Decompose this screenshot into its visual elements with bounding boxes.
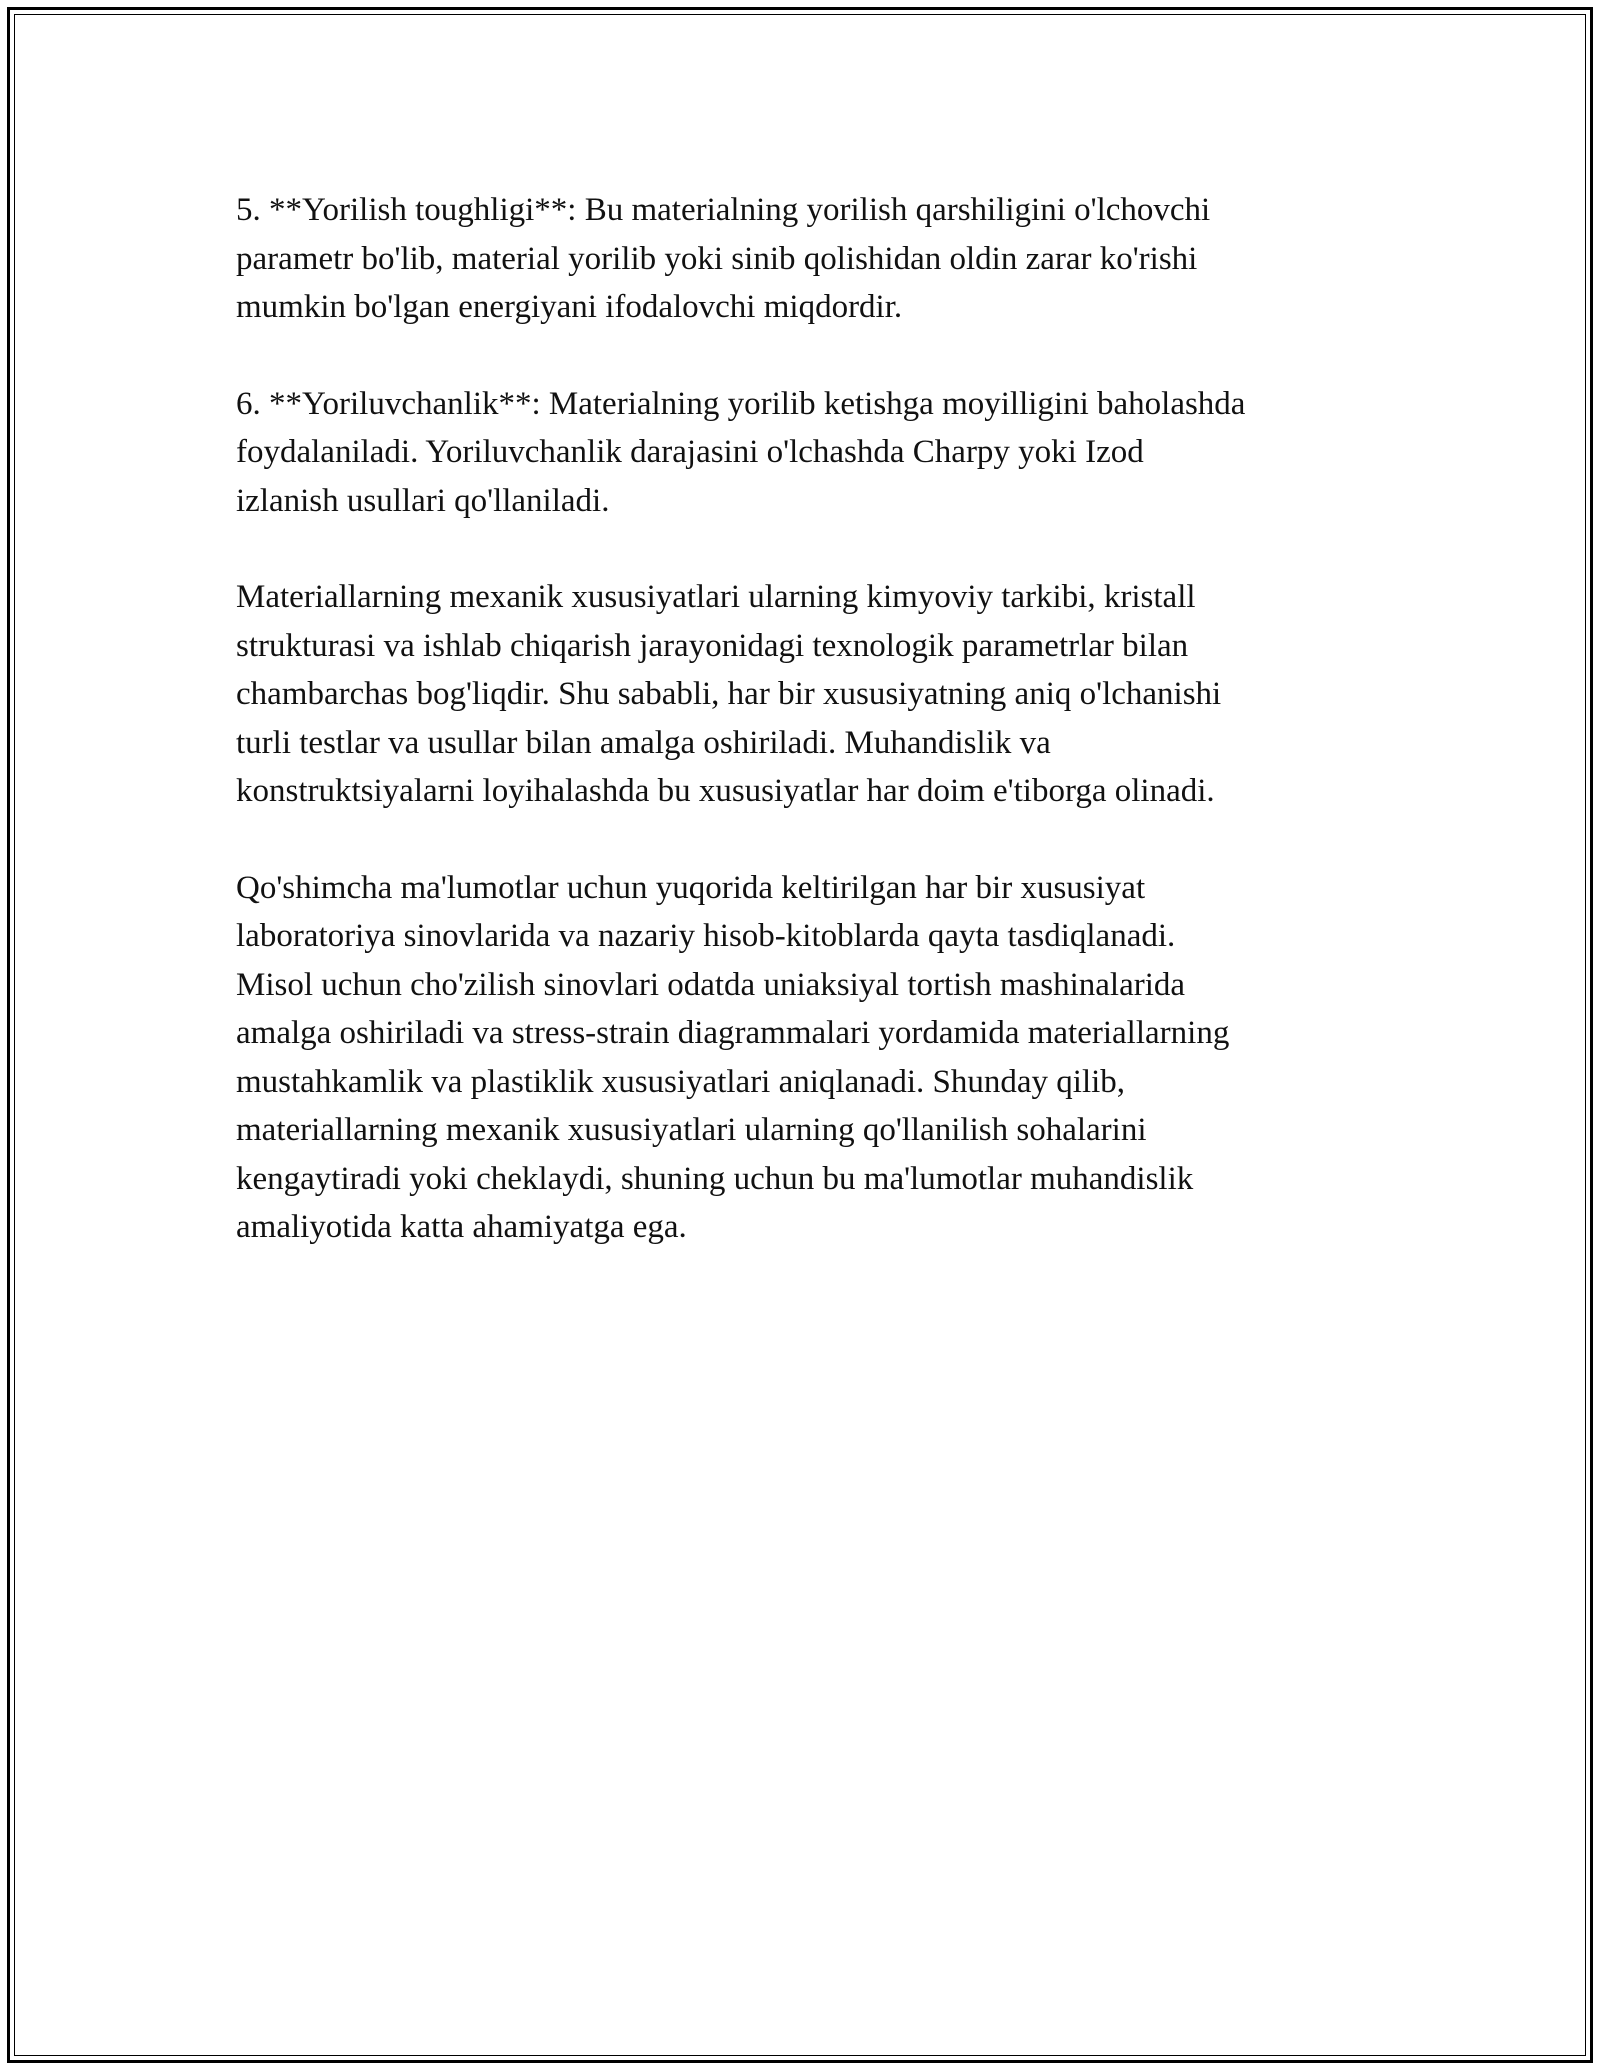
paragraph-crack-propensity: 6. **Yoriluvchanlik**: Materialning yorilib ketishga moyilligini baholashda foydalaniladi. Yoriluvchanlik darajasini o'lchashda Charpy yoki Izod izlanish usullari qo'llaniladi. [236, 385, 1246, 519]
paragraph-fracture-toughness: 5. **Yorilish toughligi**: Bu materialning yorilish qarshiligini o'lchovchi parametr bo'lib, material yorilib yoki sinib qolishidan oldin zarar ko'rishi mumkin bo'lgan energiyani ifodalovchi miqdordir. [236, 192, 1211, 325]
paragraph-mechanical-properties: Materiallarning mexanik xususiyatlari ularning kimyoviy tarkibi, kristall strukturasi va ishlab chiqarish jarayonidagi texnologik parametrlar bilan chambarchas bog'liqdir. Shu sababli, har bir xususiyatning aniq o'lchanishi turli testlar va usullar bilan amalga oshiriladi. Muhandislik va konstruktsiyalarni loyihalashda bu xususiyatlar har doim e'tiborga olinadi. [236, 579, 1222, 809]
paragraph-additional-info: Qo'shimcha ma'lumotlar uchun yuqorida keltirilgan har bir xususiyat laboratoriya sinovlarida va nazariy hisob-kitoblarda qayta tasdiqlanadi. Misol uchun cho'zilish sinovlari odatda uniaksiyal tortish mashinalarida amalga oshiriladi va stress-strain diagrammalari yordamida materiallarning mustahkamlik va plastiklik xususiyatlari aniqlanadi. Shunday qilib, materiallarning mexanik xususiyatlari ularning qo'llanilish sohalarini kengaytiradi yoki cheklaydi, shuning uchun bu ma'lumotlar muhandislik amaliyotida katta ahamiyatga ega. [236, 869, 1230, 1245]
document-body [236, 186, 1416, 1300]
